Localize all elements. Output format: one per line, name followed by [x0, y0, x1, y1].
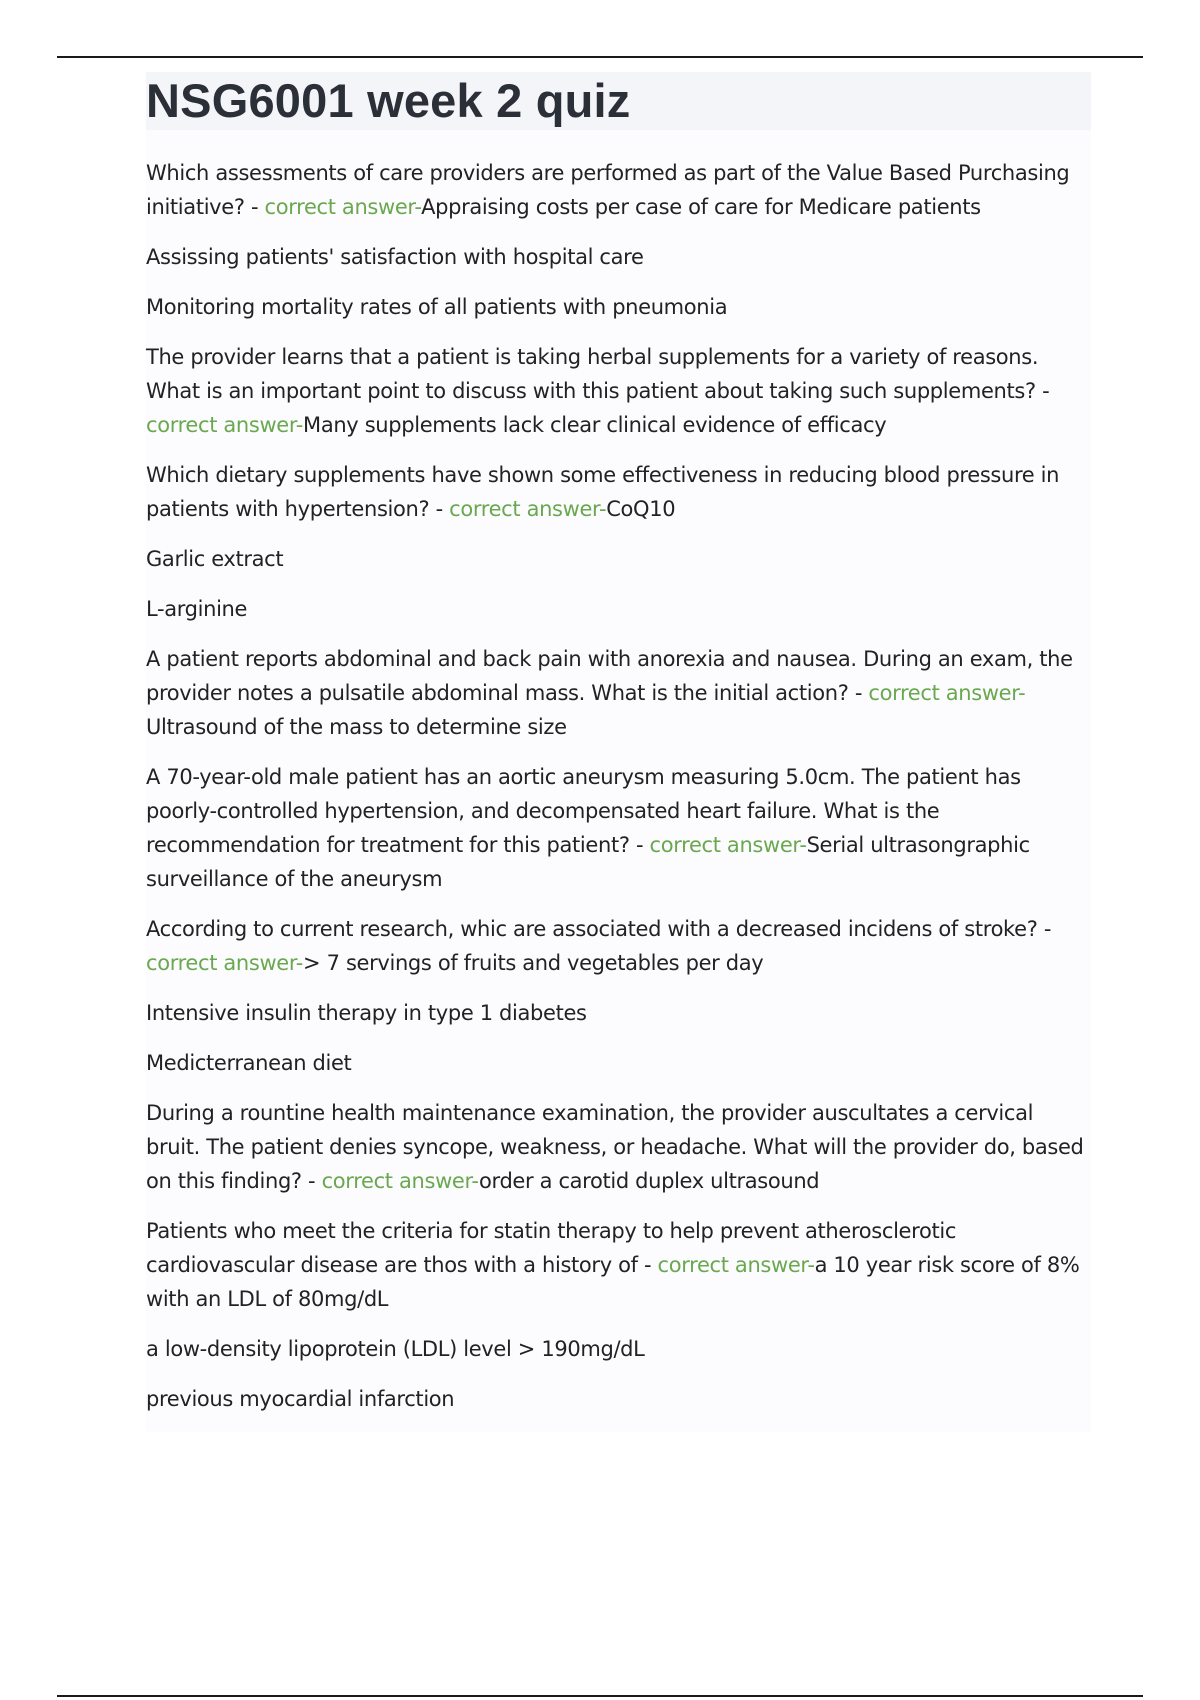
- correct-answer-label: correct answer-: [146, 413, 304, 437]
- question-text: Which dietary supplements have shown some effectiveness in reducing blood pressure in patients with hypertension? -: [146, 463, 1060, 521]
- qa-paragraph: [146, 1214, 1091, 1316]
- answer-text: order a carotid duplex ultrasound: [479, 1169, 820, 1193]
- answer-option: Monitoring mortality rates of all patients with pneumonia: [146, 295, 728, 319]
- page-title: NSG6001 week 2 quiz: [146, 74, 631, 127]
- answer-text: Serial ultrasongraphic surveillance of the aneurysm: [146, 833, 1030, 891]
- qa-list: [146, 156, 1091, 1416]
- answer-option: Garlic extract: [146, 547, 284, 571]
- qa-paragraph: [146, 642, 1091, 744]
- qa-paragraph: [146, 760, 1091, 896]
- correct-answer-label: correct answer-: [449, 497, 607, 521]
- answer-option: Intensive insulin therapy in type 1 diabetes: [146, 1001, 587, 1025]
- qa-paragraph: [146, 912, 1091, 980]
- answer-text: > 7 servings of fruits and vegetables per day: [303, 951, 764, 975]
- answer-option: a low-density lipoprotein (LDL) level > 190mg/dL: [146, 1337, 645, 1361]
- correct-answer-label: correct answer-: [649, 833, 807, 857]
- qa-paragraph: [146, 156, 1091, 224]
- correct-answer-label: correct answer-: [264, 195, 422, 219]
- question-text: A patient reports abdominal and back pain with anorexia and nausea. During an exam, the provider notes a pulsatile abdominal mass. What is the initial action? -: [146, 647, 1073, 705]
- qa-paragraph: [146, 340, 1091, 442]
- answer-option: Medicterranean diet: [146, 1051, 352, 1075]
- qa-paragraph: [146, 458, 1091, 526]
- top-rule: [57, 56, 1143, 58]
- document-page: [146, 72, 1091, 1432]
- question-text: The provider learns that a patient is taking herbal supplements for a variety of reasons. What is an important point to discuss with this patient about taking such supplements? -: [146, 345, 1050, 403]
- question-text: A 70-year-old male patient has an aortic aneurysm measuring 5.0cm. The patient has poorly-controlled hypertension, and decompensated heart failure. What is the recommendation for treatment for this patient? -: [146, 765, 1021, 857]
- answer-text: a 10 year risk score of 8% with an LDL of 80mg/dL: [146, 1253, 1080, 1311]
- question-text: Which assessments of care providers are performed as part of the Value Based Purchasing initiative? -: [146, 161, 1070, 219]
- answer-option: Assissing patients' satisfaction with hospital care: [146, 245, 644, 269]
- answer-text: Appraising costs per case of care for Medicare patients: [421, 195, 981, 219]
- answer-text: Ultrasound of the mass to determine size: [146, 715, 567, 739]
- question-text: According to current research, whic are associated with a decreased incidens of stroke? -: [146, 917, 1052, 941]
- answer-text: Many supplements lack clear clinical evidence of efficacy: [303, 413, 887, 437]
- question-text: Patients who meet the criteria for statin therapy to help prevent atherosclerotic cardiovascular disease are thos with a history of -: [146, 1219, 957, 1277]
- qa-paragraph: [146, 1096, 1091, 1198]
- correct-answer-label: correct answer-: [321, 1169, 480, 1193]
- answer-text: CoQ10: [606, 497, 676, 521]
- answer-option: previous myocardial infarction: [146, 1387, 455, 1411]
- title-band: [146, 72, 1091, 130]
- bottom-rule: [57, 1695, 1143, 1697]
- correct-answer-label: correct answer-: [146, 951, 304, 975]
- answer-option: L-arginine: [146, 597, 248, 621]
- question-text: During a rountine health maintenance examination, the provider auscultates a cervical bruit. The patient denies syncope, weakness, or headache. What will the provider do, based on this finding? -: [146, 1101, 1084, 1193]
- correct-answer-label: correct answer-: [657, 1253, 815, 1277]
- correct-answer-label: correct answer-: [868, 681, 1026, 705]
